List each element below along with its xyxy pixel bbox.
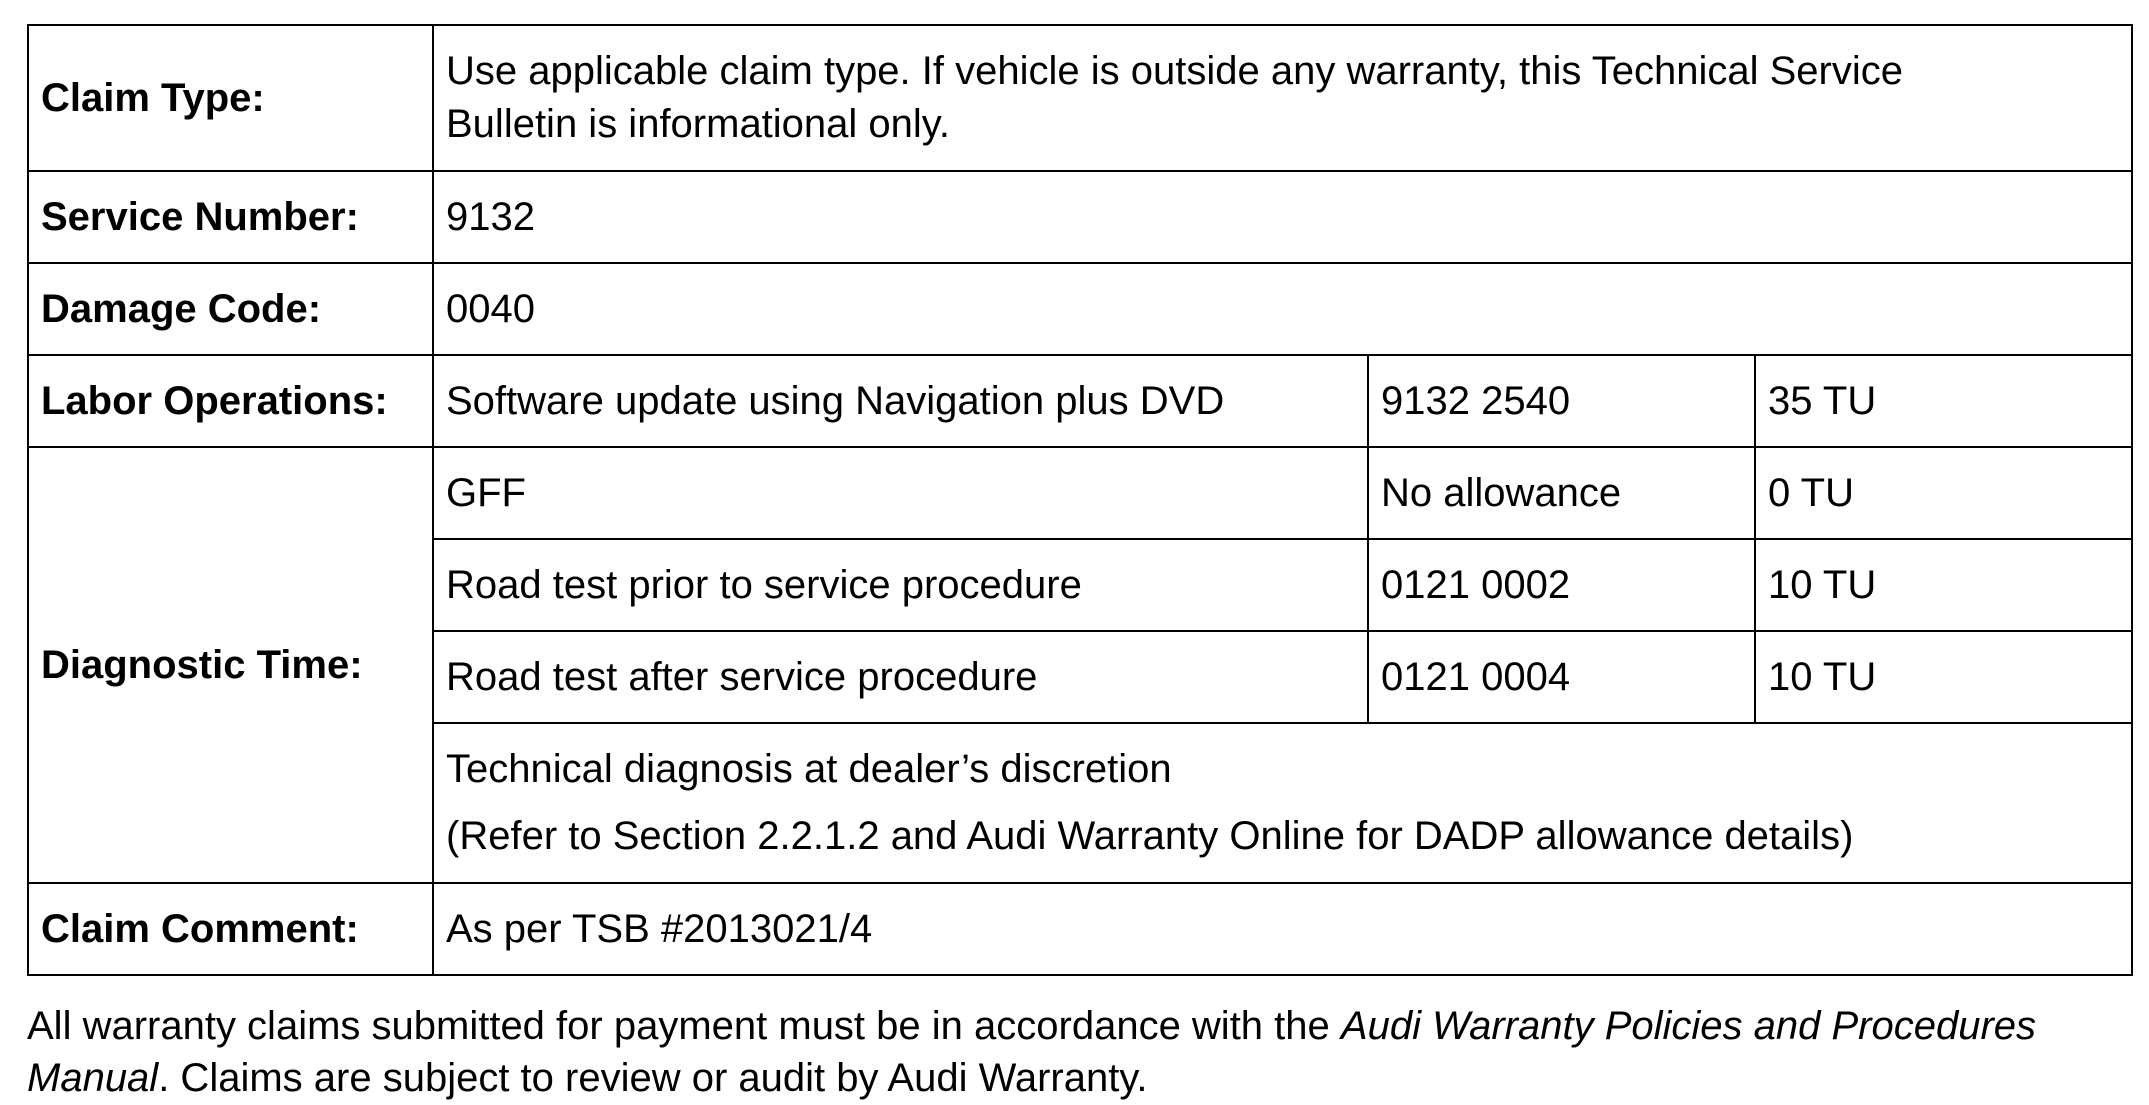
claim-comment-label: Claim Comment:: [28, 883, 433, 975]
claim-type-row: [28, 25, 2132, 171]
footer-text-before: All warranty claims submitted for payment must be in accordance with the: [27, 1004, 1341, 1048]
diagnostic-code: No allowance: [1368, 447, 1755, 539]
diagnostic-time: 10 TU: [1755, 631, 2132, 723]
diagnostic-note-line1: Technical diagnosis at dealer’s discretion: [446, 747, 1172, 791]
claim-type-text-line1: Use applicable claim type. If vehicle is outside any warranty, this Technical Service: [446, 49, 1903, 93]
diagnostic-code: 0121 0002: [1368, 539, 1755, 631]
claim-comment-value: As per TSB #2013021/4: [433, 883, 2132, 975]
labor-operation-time: 35 TU: [1755, 355, 2132, 447]
diagnostic-description: Road test prior to service procedure: [433, 539, 1368, 631]
claim-type-text-line2: Bulletin is informational only.: [446, 102, 950, 146]
labor-operation-code: 9132 2540: [1368, 355, 1755, 447]
diagnostic-time: 10 TU: [1755, 539, 2132, 631]
labor-operation-description: Software update using Navigation plus DVD: [433, 355, 1368, 447]
diagnostic-time-row-gff: [28, 447, 2132, 539]
diagnostic-code: 0121 0004: [1368, 631, 1755, 723]
warranty-document: [27, 24, 2131, 976]
diagnostic-time: 0 TU: [1755, 447, 2132, 539]
service-number-row: [28, 171, 2132, 263]
diagnostic-description: Road test after service procedure: [433, 631, 1368, 723]
warranty-footer-note: [27, 1000, 2131, 1104]
claim-comment-row: [28, 883, 2132, 975]
labor-operations-row: [28, 355, 2132, 447]
diagnostic-time-label: Diagnostic Time:: [28, 447, 433, 883]
footer-text-after: . Claims are subject to review or audit by Audi Warranty.: [158, 1056, 1148, 1100]
damage-code-row: [28, 263, 2132, 355]
diagnostic-note: [433, 723, 2132, 883]
diagnostic-description: GFF: [433, 447, 1368, 539]
warranty-claim-table: [27, 24, 2133, 976]
footer-manual-title: Audi Warranty Policies and Procedures Manual: [27, 1004, 2037, 1100]
service-number-label: Service Number:: [28, 171, 433, 263]
claim-type-value: [433, 25, 2132, 171]
diagnostic-note-line2: (Refer to Section 2.2.1.2 and Audi Warranty Online for DADP allowance details): [446, 814, 1854, 858]
claim-type-label: Claim Type:: [28, 25, 433, 171]
labor-operations-label: Labor Operations:: [28, 355, 433, 447]
service-number-value: 9132: [433, 171, 2132, 263]
damage-code-label: Damage Code:: [28, 263, 433, 355]
damage-code-value: 0040: [433, 263, 2132, 355]
